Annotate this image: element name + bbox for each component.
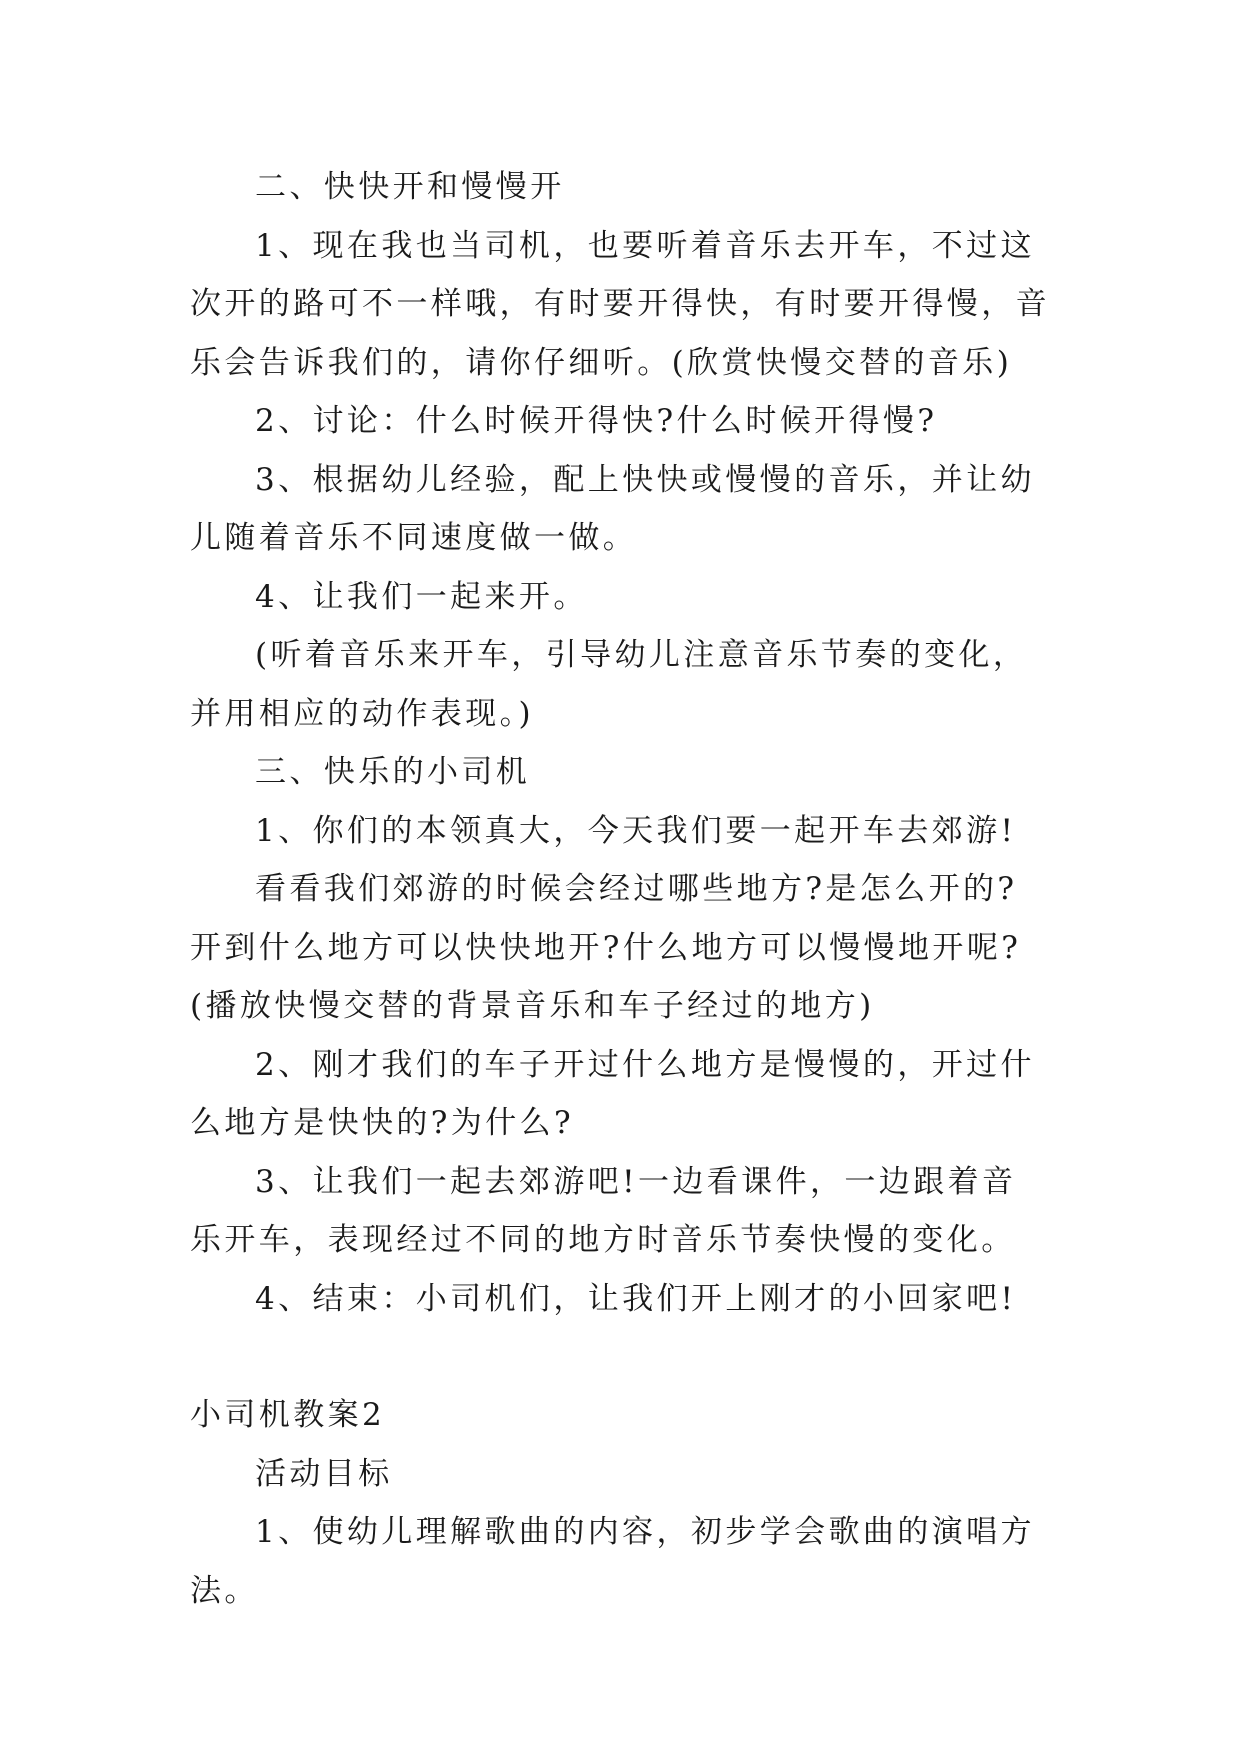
paragraph-step-4: 4、让我们一起来开。: [255, 578, 588, 615]
paragraph-step-1: 1、现在我也当司机，也要听着音乐去开车，不过这次开的路可不一样哦，有时要开得快，有时要开得慢，音乐会告诉我们的，请你仔细听。(欣赏快慢交替的音乐): [190, 227, 1050, 381]
paragraph-step-2: 2、讨论：什么时候开得快?什么时候开得慢?: [255, 403, 938, 439]
paragraph-outing-1: 1、你们的本领真大，今天我们要一起开车去郊游!: [255, 812, 1017, 849]
heading-happy-driver: 三、快乐的小司机: [255, 754, 531, 790]
section-spacer: [190, 1328, 1050, 1386]
paragraph-step-3: 3、根据幼儿经验，配上快快或慢慢的音乐，并让幼儿随着音乐不同速度做一做。: [190, 461, 1035, 556]
section-heading: 小司机教案2: [190, 1397, 386, 1433]
paragraph-outing-3: 3、让我们一起去郊游吧!一边看课件，一边跟着音乐开车，表现经过不同的地方时音乐节奏快慢的变化。: [190, 1163, 1017, 1258]
heading-activity-goals: 活动目标: [255, 1455, 393, 1492]
document-body: [190, 158, 1050, 1620]
paragraph-outing-question: 看看我们郊游的时候会经过哪些地方?是怎么开的?开到什么地方可以快快地开?什么地方可以慢慢地开呢?(播放快慢交替的背景音乐和车子经过的地方): [190, 871, 1022, 1024]
paragraph-goal-1: 1、使幼儿理解歌曲的内容，初步学会歌曲的演唱方法。: [190, 1514, 1035, 1609]
paragraph-ending: 4、结束：小司机们，让我们开上刚才的小回家吧!: [255, 1280, 1017, 1317]
paragraph-note: (听着音乐来开车，引导幼儿注意音乐节奏的变化，并用相应的动作表现。): [190, 637, 1028, 732]
heading-fast-slow: 二、快快开和慢慢开: [255, 169, 565, 205]
paragraph-outing-2: 2、刚才我们的车子开过什么地方是慢慢的，开过什么地方是快快的?为什么?: [190, 1046, 1035, 1141]
